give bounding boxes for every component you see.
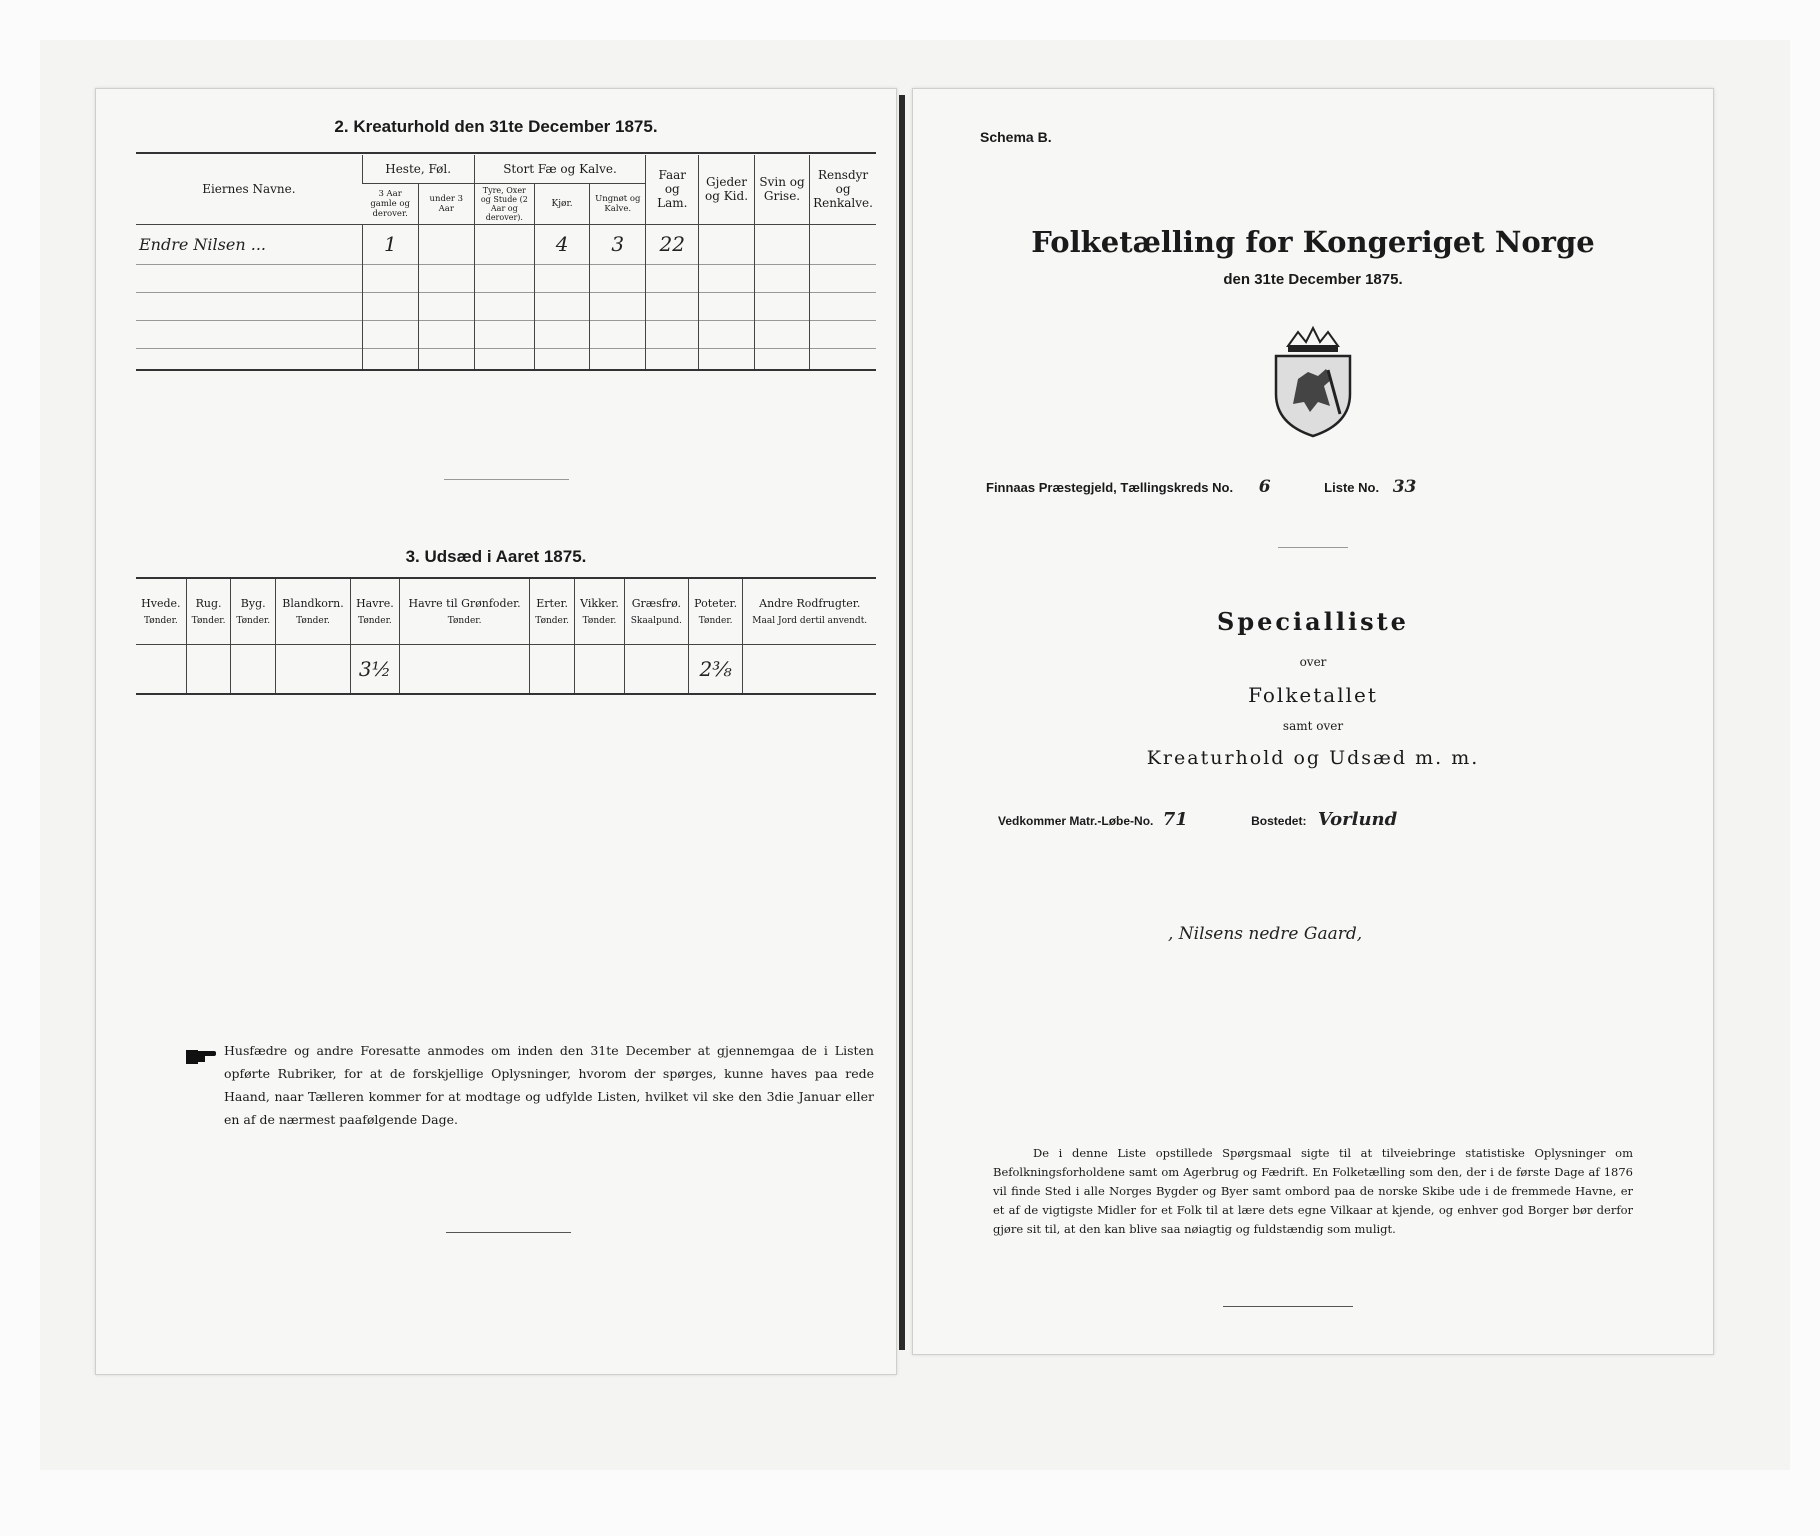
crop-unit: Tønder.	[698, 615, 733, 626]
crop-unit: Tønder.	[535, 615, 570, 626]
right-page	[912, 88, 1714, 1355]
crop-name: Andre Rodfrugter.	[759, 596, 861, 610]
matr-number: 71	[1162, 809, 1188, 830]
crop-value-5	[399, 644, 529, 694]
crop-value-8	[624, 644, 688, 694]
crop-header-1	[186, 578, 231, 644]
crop-name: Blandkorn.	[282, 596, 344, 610]
folketallet-label: Folketallet	[1248, 683, 1378, 707]
goats-header: Gjeder og Kid.	[699, 155, 755, 224]
crop-header-10	[743, 578, 876, 644]
pigs-header: Svin og Grise.	[754, 155, 809, 224]
over-label: over	[1299, 655, 1327, 669]
horses-3plus-cell: 1	[362, 224, 418, 264]
crop-value-2	[231, 644, 276, 694]
matr-label: Vedkommer Matr.-Løbe-No.	[998, 814, 1154, 828]
crop-unit: Tønder.	[236, 615, 271, 626]
pointing-hand-icon	[186, 1046, 218, 1066]
district-number: 6	[1258, 477, 1271, 497]
crop-name: Havre til Grønfoder.	[408, 596, 521, 610]
sheep-header: Faar og Lam.	[646, 155, 699, 224]
crop-value-1	[186, 644, 231, 694]
bosted-label: Bostedet:	[1251, 814, 1307, 828]
crop-name: Rug.	[195, 596, 222, 610]
horses-young-header: under 3 Aar	[419, 183, 475, 224]
crop-header-0	[136, 578, 186, 644]
young-cattle-header: Ungnøt og Kalve.	[590, 183, 646, 224]
crop-header-5	[399, 578, 529, 644]
reindeer-header: Rensdyr og Renkalve.	[810, 155, 876, 224]
crop-name: Hvede.	[141, 596, 181, 610]
census-information-text: De i denne Liste opstillede Spørgsmaal sigte til at tilveiebringe statistiske Oplysninger om Befolkningsforholdene samt om Agerbrug og Fædrift. En Folketælling som den, der i de første Dage af 1876 vil finde Sted i alle Norges Bygder og Byer samt ombord paa de norske Skibe ude i de fremmede Havne, er et af de vigtigste Midler for et Folk til at lære dets egne Vilkaar at kjende, og enhver god Borger bør derfor gjøre sit til, at den kan blive saa nøiagtig og fuldstændig som muligt.	[993, 1146, 1633, 1236]
crop-header-4	[350, 578, 399, 644]
crop-header-7	[574, 578, 624, 644]
crop-unit: Tønder.	[143, 615, 178, 626]
section3-title: 3. Udsæd i Aaret 1875.	[405, 547, 587, 566]
schema-label: Schema B.	[980, 129, 1052, 145]
district-line	[986, 477, 1416, 497]
census-date: den 31te December 1875.	[1223, 271, 1403, 288]
crop-unit: Tønder.	[447, 615, 482, 626]
crops-table	[136, 577, 876, 695]
book-spine	[899, 95, 905, 1350]
crop-value-6	[530, 644, 575, 694]
owner-name-cell: Endre Nilsen ...	[139, 234, 266, 254]
crop-unit: Tønder.	[191, 615, 226, 626]
crop-header-3	[276, 578, 351, 644]
crop-unit: Tønder.	[296, 615, 330, 626]
livestock-table	[136, 155, 876, 371]
crop-value-3	[276, 644, 351, 694]
crop-name: Havre.	[356, 596, 394, 610]
cows-header: Kjør.	[535, 183, 590, 224]
crop-header-2	[231, 578, 276, 644]
crop-value-10	[743, 644, 876, 694]
list-number: 33	[1392, 477, 1417, 497]
district-prefix: Finnaas Præstegjeld, Tællingskreds No.	[986, 480, 1234, 495]
farm-name: , Nilsens nedre Gaard,	[1168, 924, 1363, 944]
crop-header-9	[688, 578, 743, 644]
crop-name: Vikker.	[580, 596, 619, 610]
livestock-seed-label: Kreaturhold og Udsæd m. m.	[1146, 747, 1480, 769]
crop-value-4: 3½	[350, 644, 399, 694]
cows-cell: 4	[535, 224, 590, 264]
crop-name: Byg.	[240, 596, 266, 610]
crop-unit: Tønder.	[582, 615, 617, 626]
section2-title: 2. Kreaturhold den 31te December 1875.	[334, 117, 658, 136]
crop-name: Poteter.	[694, 596, 738, 610]
list-label: Liste No.	[1324, 480, 1380, 495]
crop-header-6	[530, 578, 575, 644]
left-page	[95, 88, 897, 1375]
crop-value-0	[136, 644, 186, 694]
crop-header-8	[624, 578, 688, 644]
instructions-notice: Husfædre og andre Foresatte anmodes om inden den 31te December at gjennemgaa de i Listen opførte Rubriker, for at de forskjellige Oplysninger, hvorom der spørges, kunne haves paa rede Haand, naar Tælleren kommer for at modtage og udfylde Listen, hvilket vil ske den 3die Januar eller en af de nærmest paafølgende Dage.	[224, 1043, 874, 1127]
main-title: Folketælling for Kongeriget Norge	[1031, 225, 1595, 259]
horses-3plus-header: 3 Aar gamle og derover.	[362, 183, 418, 224]
matr-line	[998, 809, 1397, 830]
crop-unit: Skaalpund.	[630, 615, 682, 626]
crop-unit: Maal Jord dertil anvendt.	[752, 615, 868, 626]
sheep-cell: 22	[646, 224, 699, 264]
special-list-title: Specialliste	[1217, 607, 1409, 636]
young-cattle-cell: 3	[590, 224, 646, 264]
cattle-header: Stort Fæ og Kalve.	[474, 155, 646, 183]
crop-unit: Tønder.	[358, 615, 392, 626]
crop-value-7	[574, 644, 624, 694]
crop-name: Græsfrø.	[631, 596, 681, 610]
crop-value-9: 2⅜	[688, 644, 743, 694]
crop-name: Erter.	[536, 596, 569, 610]
samt-over-label: samt over	[1282, 719, 1344, 733]
owner-header: Eiernes Navne.	[202, 182, 296, 197]
horses-header: Heste, Føl.	[362, 155, 474, 183]
bosted-value: Vorlund	[1317, 809, 1398, 830]
norway-coat-of-arms-icon	[1258, 324, 1368, 439]
bulls-header: Tyre, Oxer og Stude (2 Aar og derover).	[474, 183, 535, 224]
